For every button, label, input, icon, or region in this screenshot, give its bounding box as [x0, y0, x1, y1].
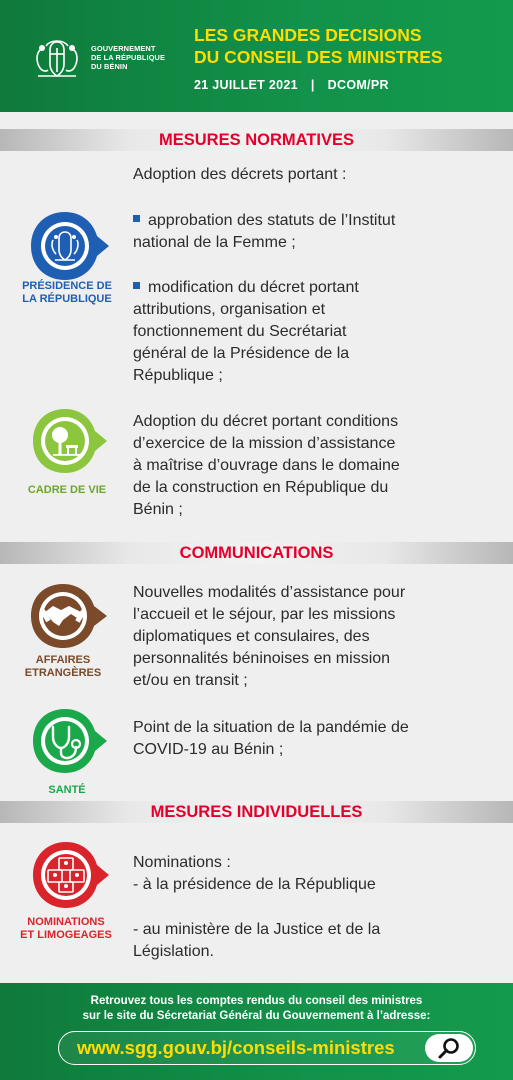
section-header-normatives: MESURES NORMATIVES	[0, 129, 513, 151]
presidence-label: PRÉSIDENCE DE LA RÉPUBLIQUE	[22, 280, 112, 305]
presidence-item-2: modification du décret portant attributions, organisation et fonctionnement du Secrétariat général de la Présidence de la République ;	[133, 279, 359, 384]
section-header-communications: COMMUNICATIONS	[0, 542, 513, 564]
cadre-de-vie-text: Adoption du décret portant conditions d’exercice de la mission d’assistance à maîtrise d’ouvrage dans le domaine de la construction en République du Bénin ;	[133, 413, 400, 518]
presidence-intro: Adoption des décrets portant :	[133, 166, 347, 183]
affaires-etrangeres-label: AFFAIRES ETRANGÈRES	[24, 654, 102, 679]
bullet-icon	[133, 282, 140, 289]
nominations-people-icon	[31, 840, 111, 910]
footer-text: Retrouvez tous les comptes rendus du conseil des ministres sur le site du Sécretariat Général du Gouvernement à l’adresse:	[82, 995, 431, 1022]
benin-coat-of-arms-icon	[28, 38, 86, 82]
date: 21 JUILLET 2021	[194, 78, 298, 92]
presidence-icon	[29, 210, 113, 282]
header-banner	[0, 0, 513, 112]
handshake-icon	[29, 582, 111, 650]
bullet-icon	[133, 215, 140, 222]
search-icon	[425, 1034, 473, 1062]
url-link[interactable]: www.sgg.gouv.bj/conseils-ministres	[77, 1037, 395, 1058]
search-button[interactable]	[425, 1034, 473, 1062]
affaires-etrangeres-text: Nouvelles modalités d’assistance pour l’accueil et le séjour, par les missions diplomatiques et consulaires, des personnalités béninoises en mission et/ou en transit ;	[133, 584, 406, 689]
source: DCOM/PR	[327, 78, 389, 92]
date-source	[194, 78, 389, 92]
presidence-item-1: approbation des statuts de l’Institut national de la Femme ;	[133, 212, 396, 251]
government-name: GOUVERNEMENT DE LA RÉPUBLIQUE DU BÉNIN	[91, 44, 166, 71]
sante-label: SANTÉ	[48, 784, 86, 796]
section-header-individuelles: MESURES INDIVIDUELLES	[0, 801, 513, 823]
nominations-label: NOMINATIONS ET LIMOGEAGES	[20, 916, 112, 941]
footer-banner	[0, 983, 513, 1080]
sante-text: Point de la situation de la pandémie de COVID-19 au Bénin ;	[133, 719, 409, 758]
stethoscope-icon	[31, 707, 109, 775]
page-title: LES GRANDES DECISIONS DU CONSEIL DES MINISTRES	[194, 25, 443, 67]
nominations-intro: Nominations : - à la présidence de la République	[133, 854, 376, 893]
cadre-de-vie-label: CADRE DE VIE	[27, 484, 107, 496]
nominations-item-2: - au ministère de la Justice et de la Législation.	[133, 921, 381, 960]
separator: |	[310, 78, 315, 92]
park-tree-bench-icon	[31, 407, 109, 475]
url-bar[interactable]	[58, 1031, 476, 1065]
